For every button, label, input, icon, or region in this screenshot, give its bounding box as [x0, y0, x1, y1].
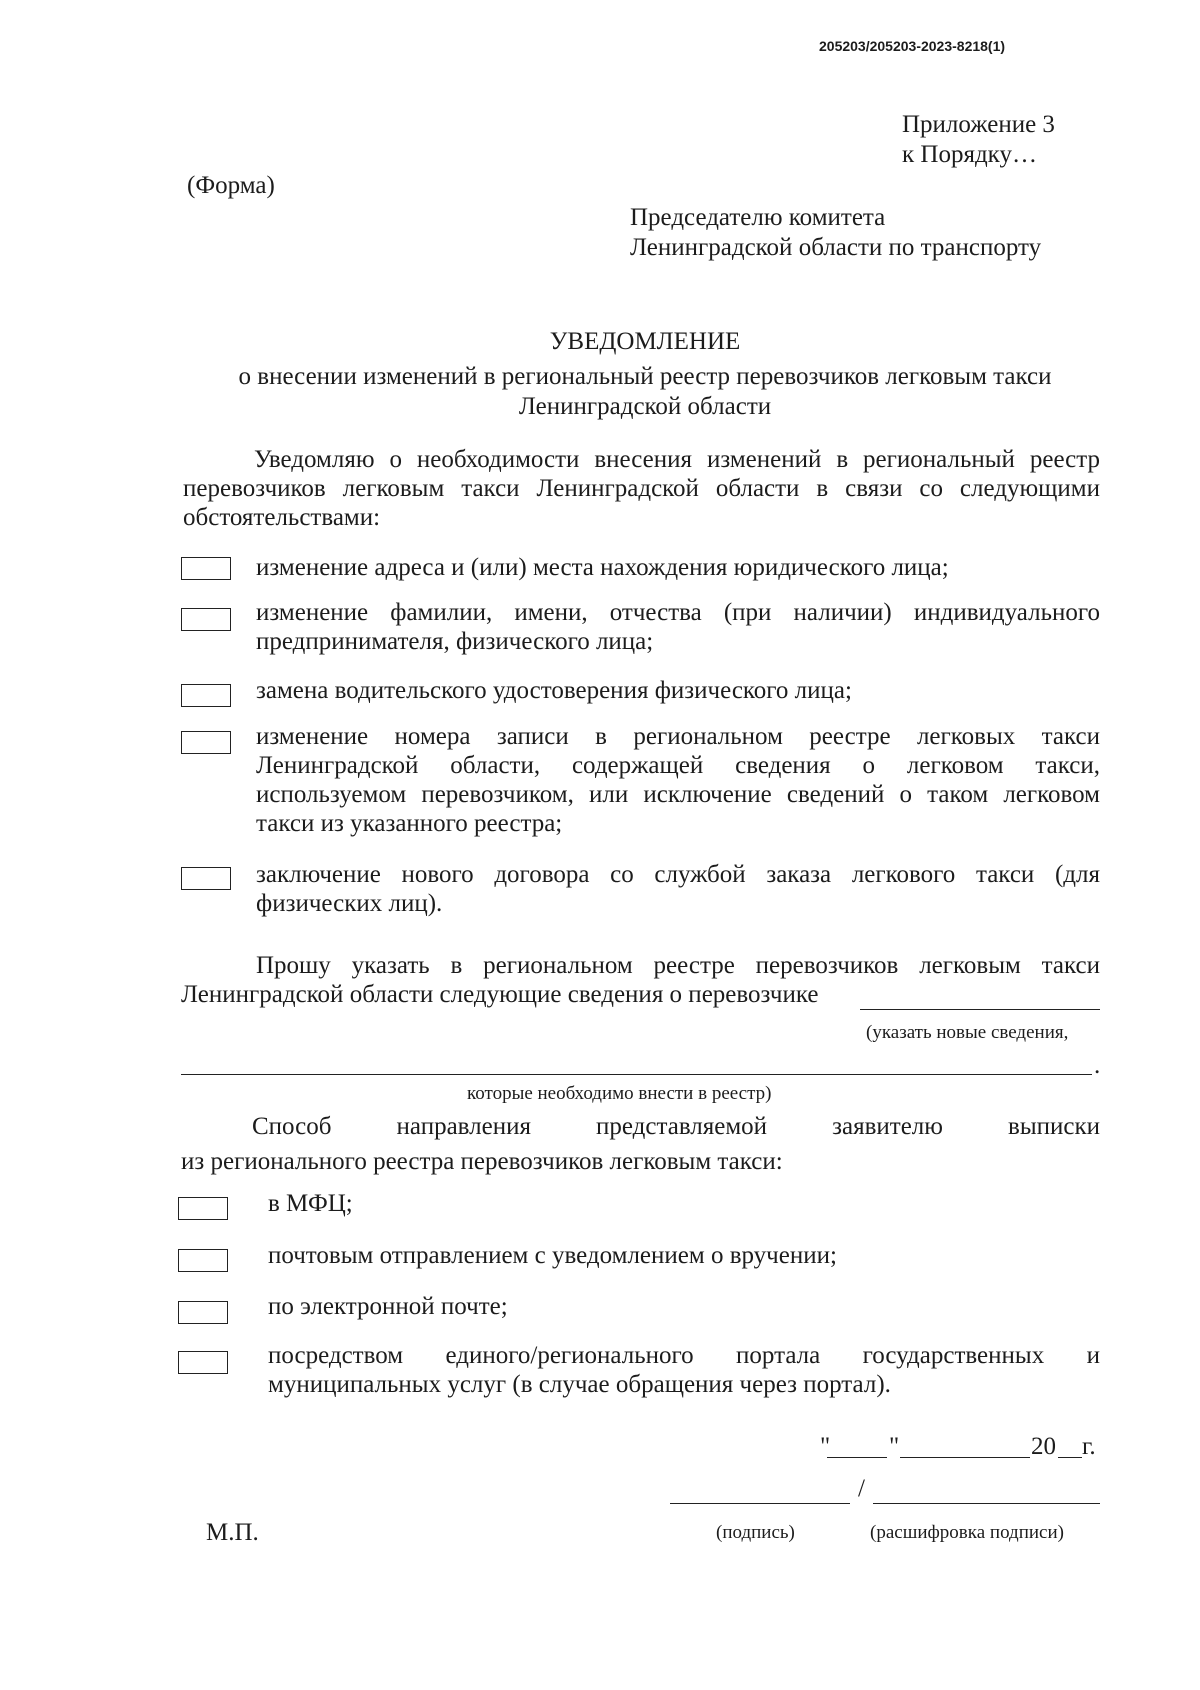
date-month-field[interactable]	[900, 1457, 1030, 1458]
circumstance-item: заключение нового договора со службой заказа легкового такси (для физических лиц).	[256, 861, 1100, 917]
checkbox-license-replacement[interactable]	[181, 684, 231, 707]
date-year-suffix: г.	[1082, 1433, 1096, 1460]
delivery-option: по электронной почте;	[268, 1293, 508, 1320]
date-close-quote: "	[889, 1433, 900, 1460]
checkbox-address-change[interactable]	[181, 557, 231, 580]
signature-decode-field[interactable]	[873, 1503, 1100, 1504]
signature-field[interactable]	[670, 1503, 850, 1504]
signature-label: (подпись)	[716, 1522, 795, 1543]
delivery-option: в МФЦ;	[268, 1190, 353, 1217]
delivery-line-2: из регионального реестра перевозчиков легковым такси:	[181, 1148, 783, 1175]
new-info-field-line-2[interactable]	[181, 1074, 1092, 1075]
checkbox-name-change[interactable]	[181, 608, 231, 631]
checkbox-new-contract[interactable]	[181, 867, 231, 890]
form-label: (Форма)	[187, 172, 275, 199]
intro-paragraph: Уведомляю о необходимости внесения изменений в региональный реестр перевозчиков легковым такси Ленинградской области в связи со следующими обстоятельствами:	[183, 446, 1100, 531]
date-open-quote: "	[820, 1433, 831, 1460]
document-subtitle-1: о внесении изменений в региональный реестр перевозчиков легковым такси	[238, 363, 1052, 390]
stamp-place: М.П.	[206, 1519, 259, 1546]
document-code: 205203/205203-2023-8218(1)	[819, 38, 1006, 54]
date-year-prefix: 20	[1031, 1433, 1056, 1460]
checkbox-delivery-portal[interactable]	[178, 1351, 228, 1374]
checkbox-delivery-email[interactable]	[178, 1301, 228, 1324]
document-subtitle-2: Ленинградской области	[518, 393, 772, 420]
delivery-option: посредством единого/регионального портала государственных и муниципальных услуг (в случае обращения через портал).	[268, 1342, 1100, 1398]
new-info-field-line-1[interactable]	[860, 1009, 1100, 1010]
date-year-field[interactable]	[1058, 1457, 1082, 1458]
circumstance-item: изменение адреса и (или) места нахождения юридического лица;	[256, 554, 949, 581]
new-info-hint-1: (указать новые сведения,	[866, 1022, 1069, 1043]
new-info-hint-2: которые необходимо внести в реестр)	[467, 1083, 772, 1104]
delivery-line-1: Способ направления представляемой заявителю выписки	[252, 1113, 1100, 1140]
new-info-line-end: .	[1094, 1052, 1101, 1079]
document-title: УВЕДОМЛЕНИЕ	[549, 328, 741, 355]
checkbox-registry-record-change[interactable]	[181, 731, 231, 754]
signature-decode-label: (расшифровка подписи)	[870, 1522, 1064, 1543]
request-line-1: Прошу указать в региональном реестре перевозчиков легковым такси	[256, 952, 1100, 979]
date-day-field[interactable]	[827, 1457, 887, 1458]
circumstance-item: замена водительского удостоверения физического лица;	[256, 677, 852, 704]
delivery-option: почтовым отправлением с уведомлением о вручении;	[268, 1242, 837, 1269]
appendix-line1: Приложение 3	[902, 111, 1055, 138]
addressee-line1: Председателю комитета	[630, 204, 886, 231]
circumstance-item: изменение номера записи в региональном реестре легковых такси Ленинградской области, содержащей сведения о легковом такси, используемом перевозчиком, или исключение сведений о таком легковом такси из указанного реестра;	[256, 723, 1100, 837]
appendix-line2: к Порядку…	[902, 141, 1037, 168]
circumstance-item: изменение фамилии, имени, отчества (при наличии) индивидуального предпринимателя, физического лица;	[256, 599, 1100, 655]
request-line-2: Ленинградской области следующие сведения о перевозчике	[181, 981, 819, 1008]
signature-separator: /	[858, 1475, 865, 1502]
addressee-line2: Ленинградской области по транспорту	[630, 234, 1042, 261]
checkbox-delivery-mail[interactable]	[178, 1249, 228, 1272]
checkbox-delivery-mfc[interactable]	[178, 1197, 228, 1220]
